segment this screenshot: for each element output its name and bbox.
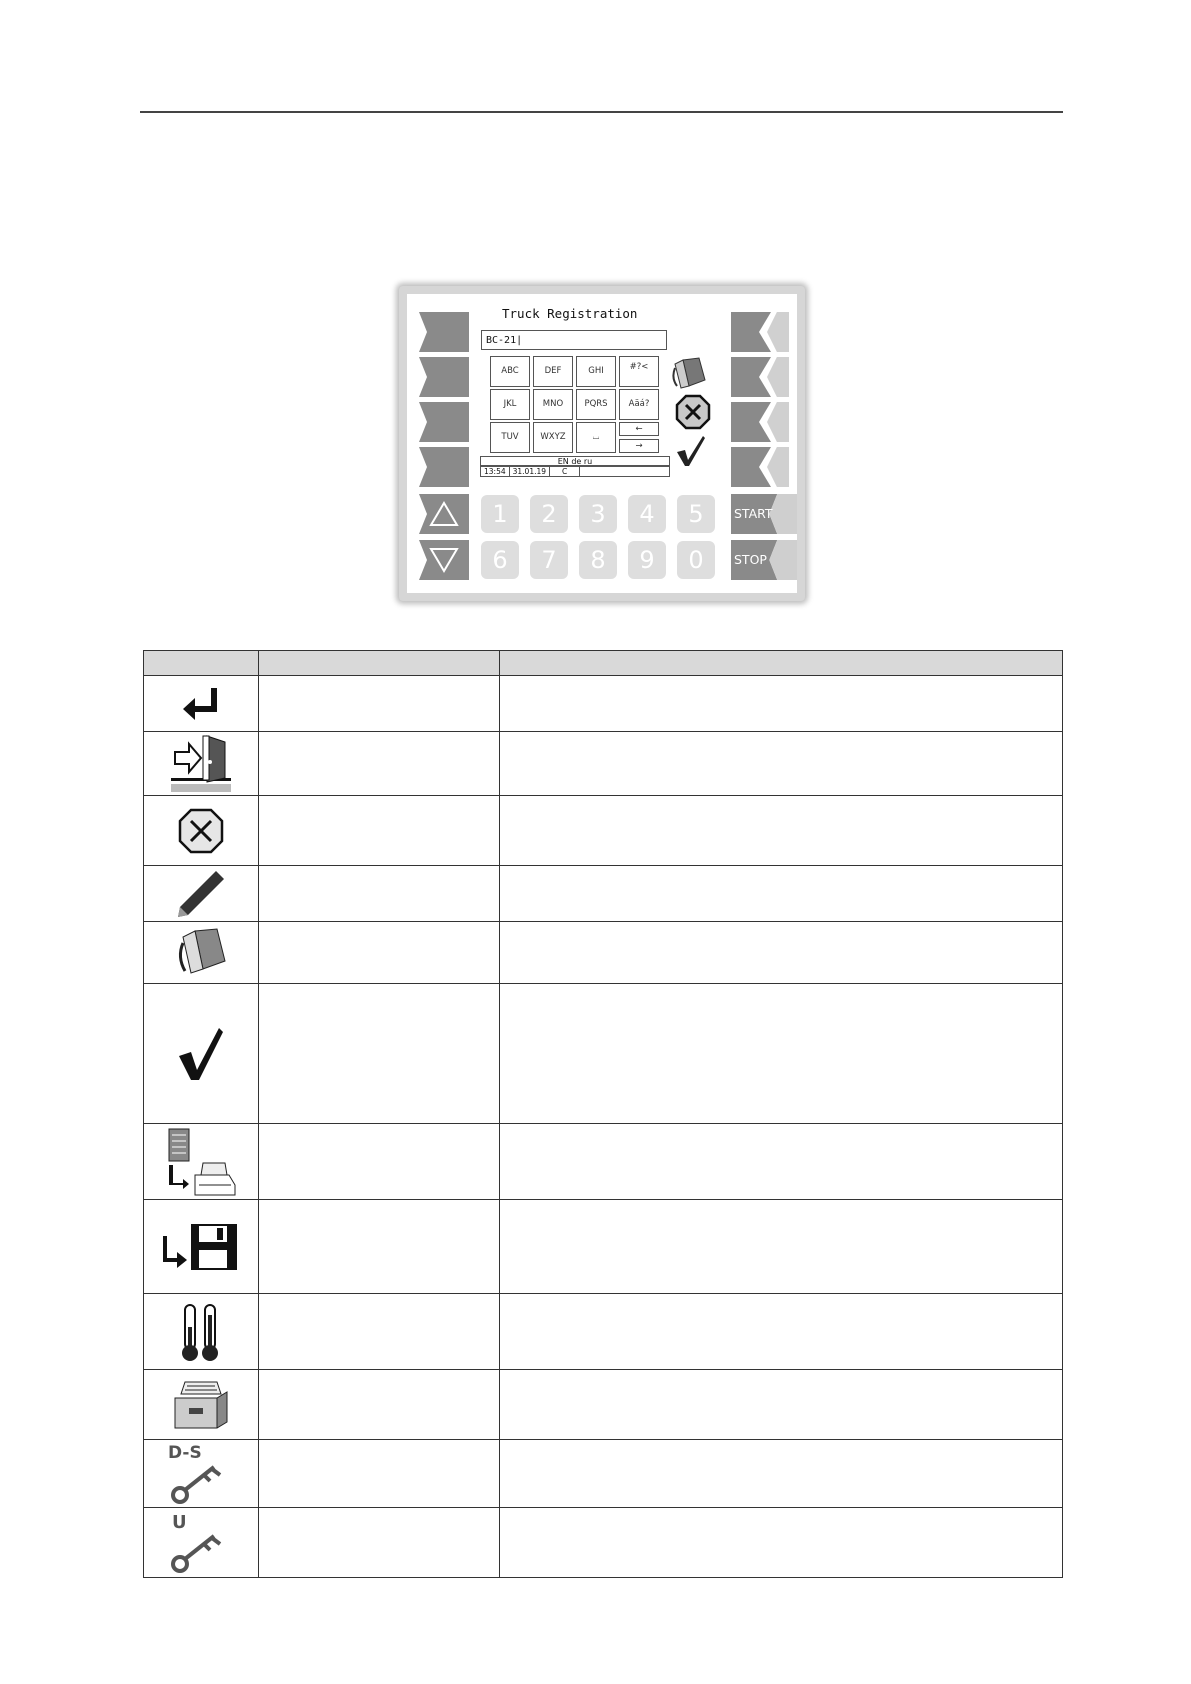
key-tuv[interactable]: TUV xyxy=(490,422,530,453)
icon-cell xyxy=(144,1200,259,1294)
key-pqrs[interactable]: PQRS xyxy=(576,389,616,420)
row-name xyxy=(259,1294,500,1370)
num-key-3[interactable]: 3 xyxy=(579,495,617,533)
icon-cell xyxy=(144,922,259,984)
table-row xyxy=(144,1200,1063,1294)
row-name xyxy=(259,796,500,866)
status-date: 31.01.19 xyxy=(510,467,550,476)
stop-button[interactable] xyxy=(731,540,797,580)
table-row xyxy=(144,1440,1063,1508)
row-description xyxy=(500,866,1063,922)
table-row xyxy=(144,866,1063,922)
down-arrow-button[interactable] xyxy=(419,540,469,580)
row-description xyxy=(500,1370,1063,1440)
num-key-7[interactable]: 7 xyxy=(530,541,568,579)
device-display xyxy=(407,294,797,593)
num-key-5[interactable]: 5 xyxy=(677,495,715,533)
header-cell-name xyxy=(259,651,500,676)
key-u-icon xyxy=(166,1512,236,1574)
header-rule xyxy=(140,111,1063,113)
num-key-0[interactable]: 0 xyxy=(677,541,715,579)
table-row xyxy=(144,1294,1063,1370)
num-key-2[interactable]: 2 xyxy=(530,495,568,533)
key-u-label: U xyxy=(172,1511,187,1533)
device-screenshot xyxy=(399,286,805,601)
table-row xyxy=(144,922,1063,984)
cancel-icon[interactable] xyxy=(675,394,711,430)
status-bar xyxy=(480,466,670,477)
table-header-row xyxy=(144,651,1063,676)
key-ds-label: D-S xyxy=(168,1442,202,1463)
row-description xyxy=(500,796,1063,866)
key-wxyz[interactable]: WXYZ xyxy=(533,422,573,453)
num-key-4[interactable]: 4 xyxy=(628,495,666,533)
row-name xyxy=(259,1200,500,1294)
key-space[interactable]: ⌴ xyxy=(576,422,616,453)
row-description xyxy=(500,1294,1063,1370)
eraser-icon xyxy=(173,927,229,979)
key-case[interactable]: Aäá? xyxy=(619,389,659,420)
softkey-right-3[interactable] xyxy=(731,402,789,442)
softkey-left-3[interactable] xyxy=(419,402,469,442)
start-button[interactable] xyxy=(731,494,797,534)
softkey-right-4[interactable] xyxy=(731,447,789,487)
status-mode: C xyxy=(550,467,580,476)
table-row xyxy=(144,1508,1063,1578)
key-def[interactable]: DEF xyxy=(533,356,573,387)
thermometer-icon xyxy=(179,1301,223,1363)
row-description xyxy=(500,1200,1063,1294)
row-name xyxy=(259,1440,500,1508)
row-name xyxy=(259,1124,500,1200)
table-row xyxy=(144,1124,1063,1200)
num-key-1[interactable]: 1 xyxy=(481,495,519,533)
screen-title: Truck Registration xyxy=(502,306,638,321)
status-time: 13:54 xyxy=(481,467,510,476)
stop-label: STOP xyxy=(734,552,767,567)
softkey-left-4[interactable] xyxy=(419,447,469,487)
row-description xyxy=(500,984,1063,1124)
icon-cell xyxy=(144,676,259,732)
icon-cell xyxy=(144,866,259,922)
key-mno[interactable]: MNO xyxy=(533,389,573,420)
print-icon xyxy=(165,1127,237,1197)
key-ghi[interactable]: GHI xyxy=(576,356,616,387)
row-description xyxy=(500,1440,1063,1508)
num-key-9[interactable]: 9 xyxy=(628,541,666,579)
key-shape xyxy=(170,1461,226,1505)
table-row xyxy=(144,732,1063,796)
header-cell-description xyxy=(500,651,1063,676)
row-name xyxy=(259,1508,500,1578)
table-row xyxy=(144,984,1063,1124)
checkmark-icon[interactable] xyxy=(675,434,707,468)
save-icon xyxy=(161,1222,241,1272)
softkey-left-2[interactable] xyxy=(419,357,469,397)
key-cursor-left[interactable]: ← xyxy=(619,422,659,436)
icon-cell xyxy=(144,732,259,796)
checkmark-icon xyxy=(177,1026,225,1082)
key-cursor-right[interactable]: → xyxy=(619,439,659,453)
up-arrow-button[interactable] xyxy=(419,494,469,534)
row-name xyxy=(259,676,500,732)
icon-cell xyxy=(144,1294,259,1370)
key-symbols[interactable]: #?< xyxy=(619,356,659,387)
row-description xyxy=(500,676,1063,732)
icon-cell xyxy=(144,984,259,1124)
table-row xyxy=(144,796,1063,866)
icon-cell xyxy=(144,1440,259,1508)
softkey-left-1[interactable] xyxy=(419,312,469,352)
enter-icon xyxy=(181,684,221,724)
row-name xyxy=(259,922,500,984)
header-cell-icon xyxy=(144,651,259,676)
icon-cell xyxy=(144,1124,259,1200)
pencil-icon xyxy=(176,869,226,919)
key-abc[interactable]: ABC xyxy=(490,356,530,387)
row-description xyxy=(500,1124,1063,1200)
key-jkl[interactable]: JKL xyxy=(490,389,530,420)
row-name xyxy=(259,1370,500,1440)
row-description xyxy=(500,732,1063,796)
row-name xyxy=(259,866,500,922)
num-key-8[interactable]: 8 xyxy=(579,541,617,579)
softkey-right-1[interactable] xyxy=(731,312,789,352)
up-triangle-icon xyxy=(429,500,459,528)
down-triangle-icon xyxy=(429,546,459,574)
row-name xyxy=(259,984,500,1124)
num-key-6[interactable]: 6 xyxy=(481,541,519,579)
table-row xyxy=(144,676,1063,732)
entry-field[interactable]: BC-21| xyxy=(481,330,667,350)
row-name xyxy=(259,732,500,796)
row-description xyxy=(500,922,1063,984)
icon-cell xyxy=(144,796,259,866)
icon-table xyxy=(143,650,1063,1578)
eraser-icon[interactable] xyxy=(669,356,709,392)
start-label: START xyxy=(734,506,773,521)
key-ds-icon xyxy=(166,1443,236,1505)
table-row xyxy=(144,1370,1063,1440)
softkey-right-2[interactable] xyxy=(731,357,789,397)
icon-cell xyxy=(144,1370,259,1440)
cancel-icon xyxy=(177,807,225,855)
row-description xyxy=(500,1508,1063,1578)
exit-door-icon xyxy=(169,734,233,794)
icon-cell xyxy=(144,1508,259,1578)
language-bar: EN de ru xyxy=(480,456,670,466)
card-file-icon xyxy=(171,1378,231,1432)
key-shape xyxy=(170,1530,226,1574)
